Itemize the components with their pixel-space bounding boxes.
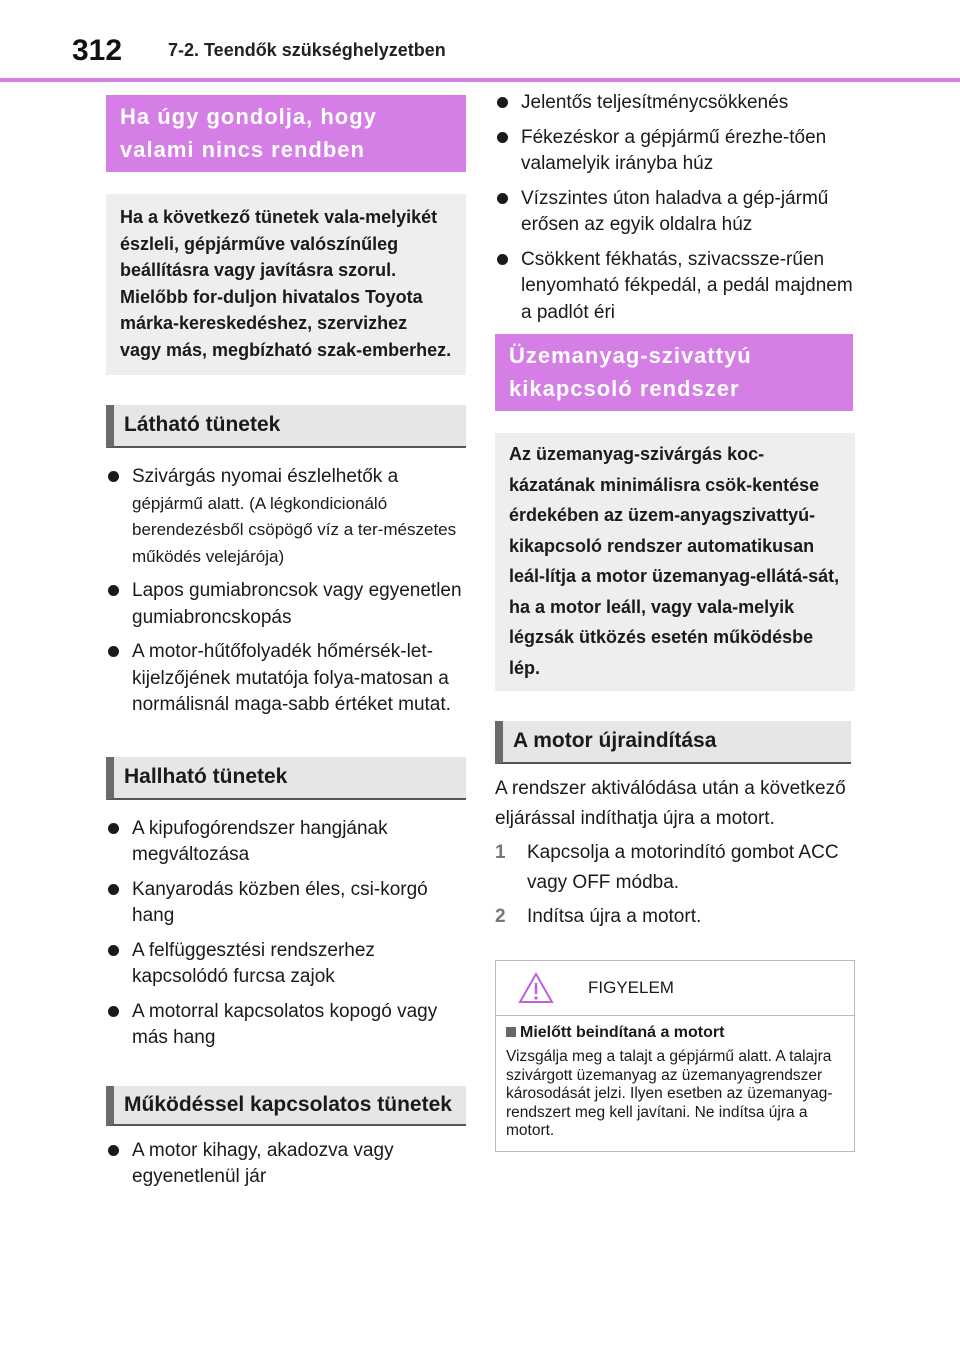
step-number: 1	[495, 842, 506, 863]
header-rule	[0, 78, 960, 82]
warning-subtitle: Mielőtt beindítaná a motort	[506, 1024, 844, 1042]
list-item: A kipufogórendszer hangjának megváltozása	[106, 816, 466, 869]
fuel-cutoff-text: Az üzemanyag-szivárgás koc-kázatának minimálisra csök-kentése érdekében az üzem-anyagszivattyú-kikapcsoló rendszer automatikusan leál-lítja a motor üzemanyag-ellátá-sát, ha a motor leáll, vagy vala-melyik légzsák ütközés esetén működésbe lép.	[495, 433, 855, 691]
page-number: 312	[72, 34, 123, 67]
warning-box	[495, 960, 855, 1152]
left-column	[106, 95, 466, 1199]
list-item: Fékezéskor a gépjármű érezhe-tően valamelyik irányba húz	[495, 125, 855, 178]
visible-symptoms-heading: Látható tünetek	[106, 405, 466, 448]
intro-text: Ha a következő tünetek vala-melyikét észleli, gépjárműve valószínűleg beállításra vagy javításra szorul. Mielőbb for-duljon hivatalos Toyota márka-kereskedéshez, szervizhez vagy más, megbízható szak-emberhez.	[106, 194, 466, 375]
audible-symptoms-heading: Hallható tünetek	[106, 757, 466, 800]
warning-text: Vizsgálja meg a talajt a gépjármű alatt. A talajra szivárgott üzemanyag az üzemanyagrendszer károsodását jelzi. Ilyen esetben az üzemanyag-rendszert meg kell javítani. Ne indítsa újra a motort.	[506, 1048, 833, 1139]
warning-label: FIGYELEM	[588, 978, 674, 997]
restart-intro: A rendszer aktiválódása után a következő eljárással indíthatja újra a motort.	[495, 778, 846, 829]
operational-symptoms-list-continued	[495, 90, 855, 326]
warning-body	[496, 1016, 854, 1151]
operational-symptoms-heading: Működéssel kapcsolatos tünetek	[106, 1086, 466, 1126]
list-item: Csökkent fékhatás, szivacssze-rűen lenyomható fékpedál, a pedál majdnem a padlót éri	[495, 247, 855, 327]
list-item: Szivárgás nyomai észlelhetők a gépjármű alatt. (A légkondicionáló berendezésből csöpögő víz a ter-mészetes működés velejárója)	[106, 464, 466, 570]
intro-title: Ha úgy gondolja, hogy valami nincs rendben	[106, 95, 466, 172]
list-item: Kanyarodás közben éles, csi-korgó hang	[106, 877, 466, 930]
step-number: 2	[495, 906, 506, 927]
list-item: A motorral kapcsolatos kopogó vagy más hang	[106, 999, 466, 1052]
visible-symptoms-list	[106, 464, 466, 719]
warning-triangle-icon	[518, 972, 554, 1004]
audible-symptoms-list	[106, 816, 466, 1052]
list-item: A motor-hűtőfolyadék hőmérsék-let-kijelzőjének mutatója folya-matosan a normálisnál maga-sabb értéket mutat.	[106, 639, 466, 719]
operational-symptoms-list	[106, 1138, 466, 1191]
right-column	[495, 90, 855, 1152]
restart-heading: A motor újraindítása	[495, 721, 851, 764]
step-2: 2 Indítsa újra a motort.	[495, 902, 855, 932]
warning-header	[496, 961, 854, 1016]
list-item: A felfüggesztési rendszerhez kapcsolódó furcsa zajok	[106, 938, 466, 991]
list-item: A motor kihagy, akadozva vagy egyenetlenül jár	[106, 1138, 466, 1191]
list-item: Jelentős teljesítménycsökkenés	[495, 90, 855, 117]
fuel-cutoff-title: Üzemanyag-szivattyú kikapcsoló rendszer	[495, 334, 853, 411]
list-item: Vízszintes úton haladva a gép-jármű erősen az egyik oldalra húz	[495, 186, 855, 239]
list-item: Lapos gumiabroncsok vagy egyenetlen gumiabroncskopás	[106, 578, 466, 631]
section-title: 7-2. Teendők szükséghelyzetben	[168, 40, 446, 60]
square-bullet-icon	[506, 1027, 516, 1037]
step-1: 1 Kapcsolja a motorindító gombot ACC vagy OFF módba.	[495, 838, 855, 898]
